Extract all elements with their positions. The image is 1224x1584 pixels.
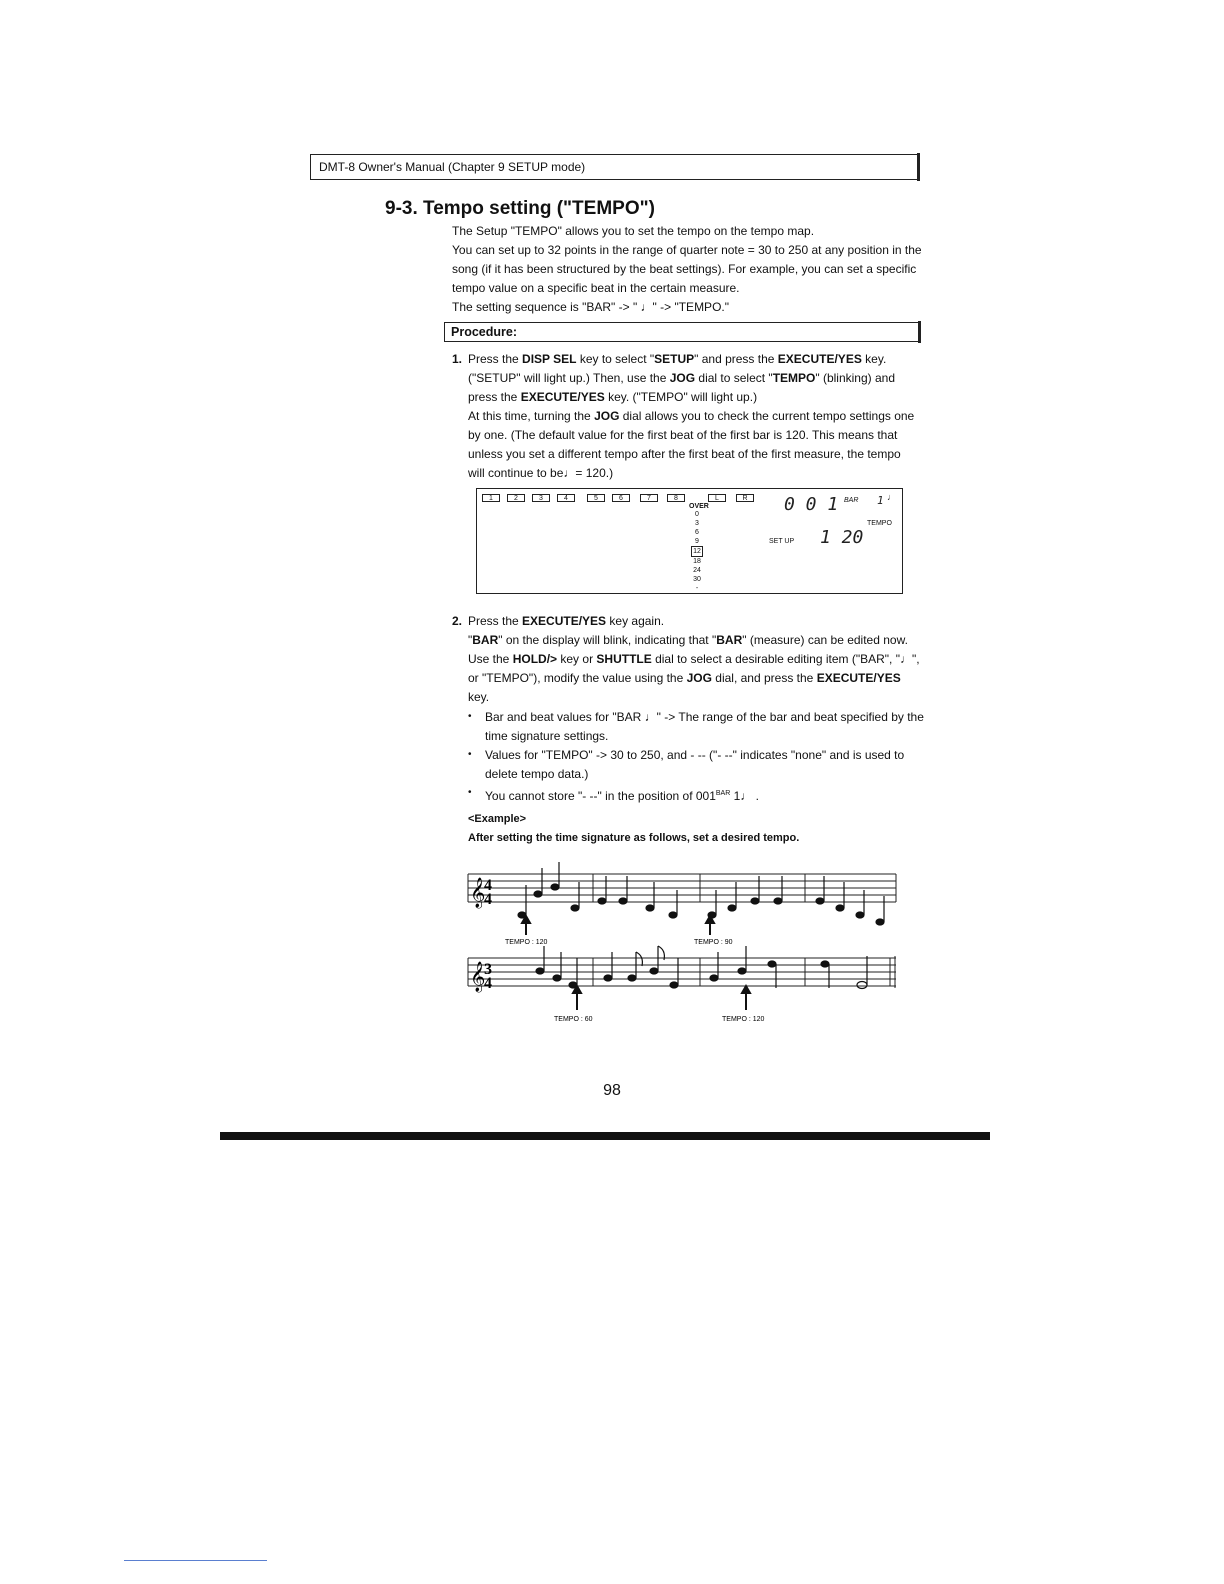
divider xyxy=(124,1560,267,1561)
step-line xyxy=(468,650,932,669)
track-indicator: 3 xyxy=(532,494,550,502)
tempo-label: TEMPO xyxy=(867,520,892,527)
time-signature-bottom: 4 xyxy=(484,891,492,908)
bullet-line: time signature settings. xyxy=(485,729,609,743)
setup-label: SET UP xyxy=(769,538,795,545)
music-score xyxy=(460,860,910,1030)
tempo-digits: 1 20 xyxy=(820,527,864,548)
bar-digits: 0 0 1 xyxy=(784,494,839,515)
bullet-line: • Bar and beat values for "BAR ♩" -> The range of the bar and beat specified by the xyxy=(485,710,924,724)
beat-note-icon: ♩ xyxy=(887,492,896,502)
bar-label: BAR xyxy=(844,497,859,504)
key-name: EXECUTE/YES xyxy=(816,671,901,685)
staff-row-1 xyxy=(468,874,896,902)
notes-list xyxy=(468,708,928,806)
notes-row-2 xyxy=(536,946,867,989)
staff-row-2 xyxy=(468,956,896,988)
text: press the xyxy=(468,390,521,404)
text: dial, and press the xyxy=(711,671,817,685)
text: key. ("TEMPO" will light up.) xyxy=(604,390,758,404)
lcd-display xyxy=(476,488,903,594)
key-name: SETUP xyxy=(654,352,695,366)
key-name: TEMPO xyxy=(772,371,816,385)
step-number: 1. xyxy=(452,352,463,366)
text: Use the xyxy=(468,652,513,666)
step-1 xyxy=(452,350,932,483)
bullet-line: • Values for "TEMPO" -> 30 to 250, and - -- ("- --" indicates "none" and is used to xyxy=(485,748,905,762)
track-indicator: 6 xyxy=(612,494,630,502)
list-item xyxy=(468,708,928,746)
text: At this time, turning the xyxy=(468,409,595,423)
track-indicator: 8 xyxy=(667,494,685,502)
tempo-marker: TEMPO : 120 xyxy=(505,939,548,946)
time-signature-top: 3 xyxy=(484,961,492,978)
text: Press the xyxy=(468,352,523,366)
track-indicator: 4 xyxy=(557,494,575,502)
text: " and press the xyxy=(694,352,778,366)
step-line xyxy=(468,350,932,369)
step-number: 2. xyxy=(452,614,463,628)
intro-line: song (if it has been structured by the beat settings). For example, you can set a specific xyxy=(452,262,917,276)
key-name: JOG xyxy=(669,371,696,385)
text: dial allows you to check the current tempo settings one xyxy=(619,409,915,423)
key-name: BAR xyxy=(472,633,499,647)
procedure-end-bar xyxy=(918,321,921,343)
step-line xyxy=(468,369,932,388)
step-line xyxy=(468,669,932,688)
key-name: EXECUTE/YES xyxy=(520,390,605,404)
lr-indicator: R xyxy=(736,494,754,502)
text: dial to select " xyxy=(695,371,773,385)
scale-tick: 6 xyxy=(695,529,699,536)
step-line xyxy=(468,388,932,407)
section-title: 9-3. Tempo setting ("TEMPO") xyxy=(385,198,655,219)
scale-tick: 18 xyxy=(693,558,701,565)
bullet-text: You cannot store "- --" in the position of 001 xyxy=(485,789,716,803)
key-name: EXECUTE/YES xyxy=(777,352,862,366)
notes-row-1 xyxy=(518,862,884,925)
text: " on the display will blink, indicating that " xyxy=(498,633,717,647)
lr-indicator: L xyxy=(708,494,726,502)
tempo-marker: TEMPO : 120 xyxy=(722,1016,765,1023)
tempo-arrows-row-1 xyxy=(522,916,714,935)
header-end-bar xyxy=(917,153,920,181)
tempo-marker: TEMPO : 60 xyxy=(554,1016,593,1023)
scale-tick: 0 xyxy=(695,511,699,518)
intro-line: The setting sequence is "BAR" -> " ♩" -> "TEMPO." xyxy=(452,300,729,314)
footer-rule xyxy=(220,1132,990,1140)
step-line: will continue to be♩= 120.) xyxy=(468,466,614,480)
scale-tick: - xyxy=(695,585,699,592)
scale-tick: 3 xyxy=(695,520,699,527)
step-line xyxy=(468,407,932,426)
text: or "TEMPO"), modify the value using the xyxy=(468,671,687,685)
time-signature-top: 4 xyxy=(484,877,492,894)
tempo-marker: TEMPO : 90 xyxy=(694,939,733,946)
key-name: JOG xyxy=(686,671,712,685)
procedure-heading xyxy=(444,322,921,342)
text: " (blinking) and xyxy=(815,371,896,385)
scale-tick: 12 xyxy=(691,546,703,557)
procedure-label: Procedure: xyxy=(451,325,517,339)
scale-tick: 30 xyxy=(693,576,701,583)
track-indicator: 1 xyxy=(482,494,500,502)
intro-line: tempo value on a specific beat in the certain measure. xyxy=(452,281,740,295)
over-label: OVER xyxy=(689,503,709,510)
intro-line: The Setup "TEMPO" allows you to set the tempo on the tempo map. xyxy=(452,224,815,238)
intro-paragraph xyxy=(452,222,932,317)
beat-digit: 1 xyxy=(877,494,884,507)
running-header-text: DMT-8 Owner's Manual (Chapter 9 SETUP mode) xyxy=(319,160,586,174)
text: key again. xyxy=(606,614,665,628)
key-name: DISP SEL xyxy=(522,352,577,366)
key-name: JOG xyxy=(594,409,620,423)
time-signature-bottom: 4 xyxy=(484,975,492,992)
text: key to select " xyxy=(576,352,655,366)
text: Press the xyxy=(468,614,523,628)
track-indicator: 7 xyxy=(640,494,658,502)
step-line xyxy=(468,631,932,650)
text: key or xyxy=(557,652,597,666)
scale-tick: 24 xyxy=(693,567,701,574)
text: key. xyxy=(861,352,887,366)
bullet-line: delete tempo data.) xyxy=(485,767,589,781)
level-scale xyxy=(691,510,703,593)
key-name: EXECUTE/YES xyxy=(522,614,607,628)
step-line: key. xyxy=(468,690,490,704)
step-line: unless you set a different tempo after the first beat of the first measure, the tempo xyxy=(468,447,901,461)
bar-superscript: BAR xyxy=(715,790,731,797)
running-header xyxy=(310,154,920,180)
bullet-text: 1♩ . xyxy=(730,789,759,803)
track-indicator: 2 xyxy=(507,494,525,502)
key-name: HOLD/> xyxy=(512,652,558,666)
key-name: BAR xyxy=(716,633,743,647)
tempo-arrows-row-2 xyxy=(573,986,750,1010)
scale-tick: 9 xyxy=(695,538,699,545)
track-indicator: 5 xyxy=(587,494,605,502)
intro-line: You can set up to 32 points in the range of quarter note = 30 to 250 at any position in the xyxy=(452,243,922,257)
list-item xyxy=(468,746,928,784)
example-heading xyxy=(468,810,799,848)
text: ("SETUP" will light up.) Then, use the xyxy=(468,371,670,385)
example-description: After setting the time signature as follows, set a desired tempo. xyxy=(468,832,800,844)
text: " (measure) can be edited now. xyxy=(742,633,908,647)
key-name: SHUTTLE xyxy=(596,652,652,666)
page-number: 98 xyxy=(603,1082,621,1099)
treble-clef-icon: 𝄞 xyxy=(470,878,486,908)
example-label: <Example> xyxy=(468,813,527,825)
text: dial to select a desirable editing item ("BAR", "♩", xyxy=(651,652,920,666)
list-item xyxy=(468,784,928,806)
text: " xyxy=(468,633,473,647)
step-line xyxy=(468,612,932,631)
step-line: by one. (The default value for the first beat of the first bar is 120. This means that xyxy=(468,428,898,442)
step-2 xyxy=(452,612,932,707)
treble-clef-icon: 𝄞 xyxy=(470,962,486,992)
